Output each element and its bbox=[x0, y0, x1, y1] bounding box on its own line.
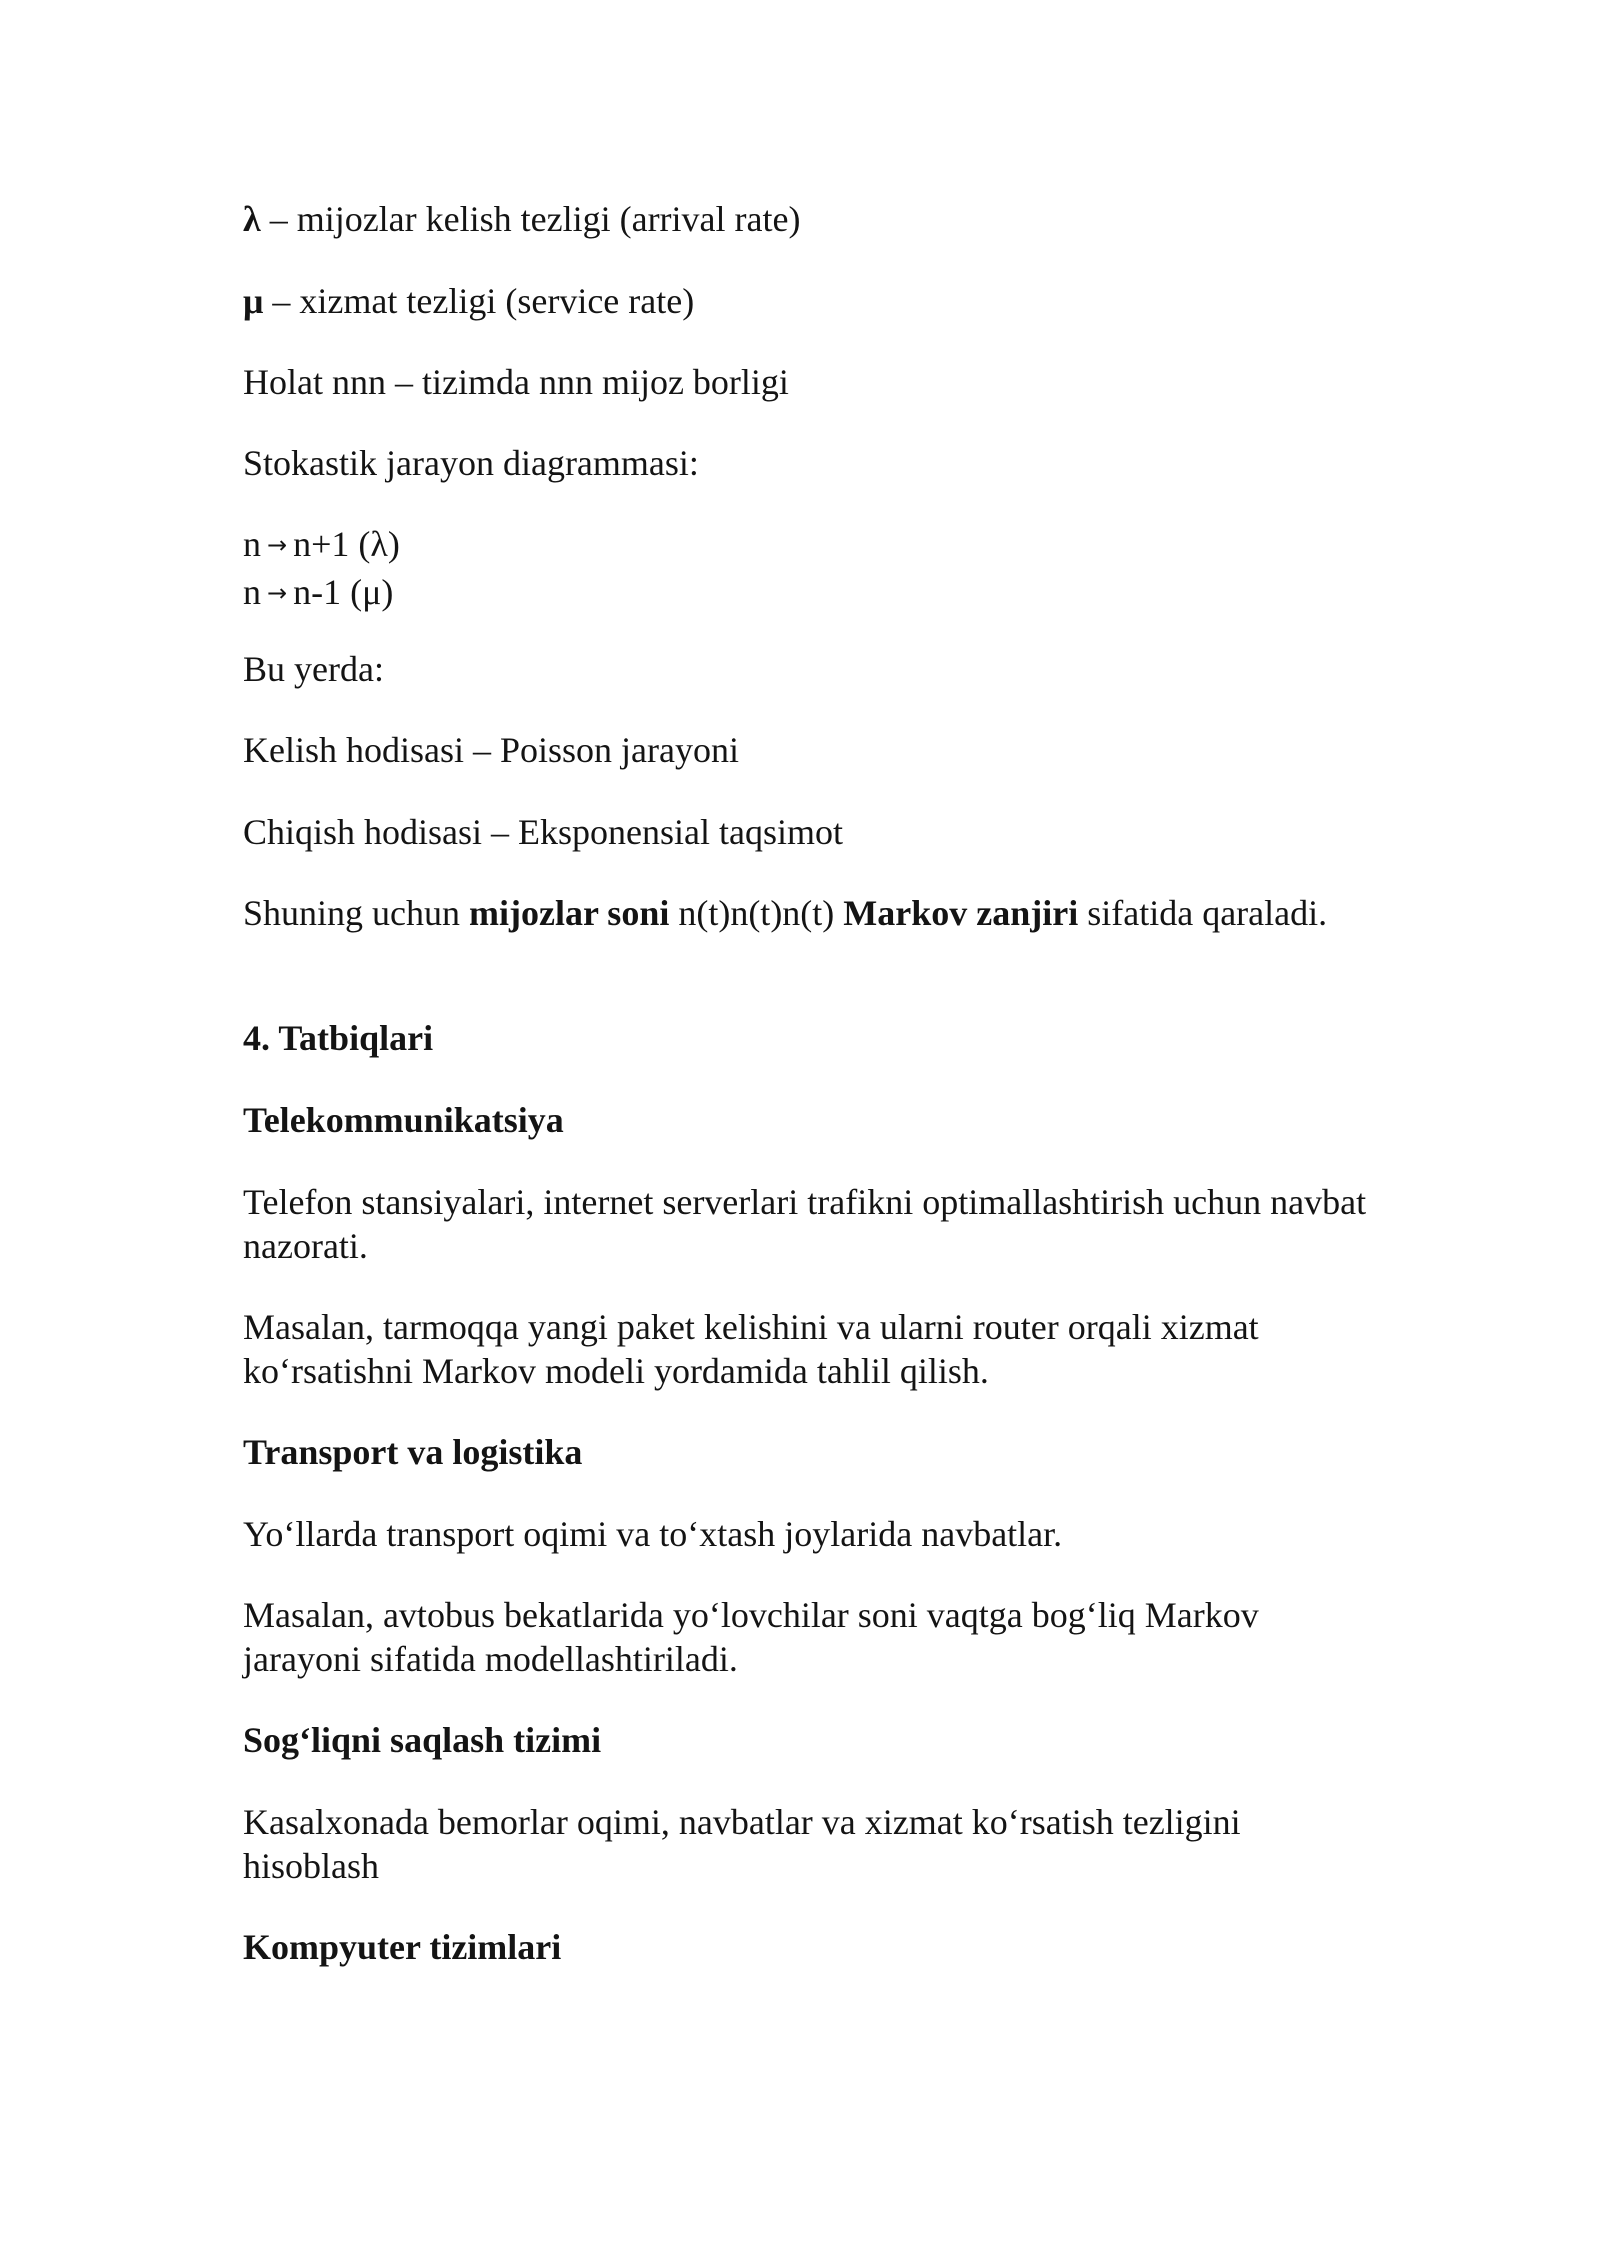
diagram-transitions bbox=[243, 522, 1373, 618]
section-heading: 4. Tatbiqlari bbox=[243, 1018, 434, 1058]
transport-paragraph-1: Yo‘llarda transport oqimi va to‘xtash joylarida navbatlar. bbox=[243, 1514, 1063, 1554]
transport-heading: Transport va logistika bbox=[243, 1432, 583, 1472]
telecom-paragraph-1: Telefon stansiyalari, internet serverlari trafikni optimallashtirish uchun navbat nazorati. bbox=[243, 1182, 1367, 1266]
conclusion-bold: mijozlar soni bbox=[469, 893, 670, 933]
state-definition: Holat nnn – tizimda nnn mijoz borligi bbox=[243, 362, 789, 402]
explanation-intro: Bu yerda: bbox=[243, 649, 384, 689]
conclusion-bold: Markov zanjiri bbox=[843, 893, 1079, 933]
mu-symbol: μ bbox=[243, 281, 264, 321]
right-arrow-icon: → bbox=[267, 579, 288, 607]
state-from: n bbox=[243, 572, 261, 612]
arrival-event: Kelish hodisasi – Poisson jarayoni bbox=[243, 730, 739, 770]
lambda-text: – mijozlar kelish tezligi (arrival rate) bbox=[260, 199, 801, 239]
transition-up bbox=[243, 522, 1373, 570]
telecom-heading: Telekommunikatsiya bbox=[243, 1100, 564, 1140]
mu-text: – xizmat tezligi (service rate) bbox=[263, 281, 695, 321]
conclusion-text: Shuning uchun bbox=[243, 893, 470, 933]
health-heading: Sog‘liqni saqlash tizimi bbox=[243, 1720, 602, 1760]
state-from: n bbox=[243, 524, 261, 564]
health-paragraph-1: Kasalxonada bemorlar oqimi, navbatlar va xizmat ko‘rsatish tezligini hisoblash bbox=[243, 1802, 1241, 1886]
mu-definition bbox=[243, 279, 1373, 323]
diagram-title: Stokastik jarayon diagrammasi: bbox=[243, 443, 699, 483]
right-arrow-icon: → bbox=[267, 531, 288, 559]
transition-down bbox=[243, 570, 1373, 618]
computer-heading: Kompyuter tizimlari bbox=[243, 1927, 562, 1967]
lambda-symbol: λ bbox=[243, 199, 261, 239]
markov-conclusion bbox=[243, 891, 1373, 935]
departure-event: Chiqish hodisasi – Eksponensial taqsimot bbox=[243, 812, 843, 852]
conclusion-text: sifatida qaraladi. bbox=[1078, 893, 1328, 933]
state-to: n+1 (λ) bbox=[293, 524, 400, 564]
lambda-definition bbox=[243, 197, 1373, 241]
conclusion-text: n(t)n(t)n(t) bbox=[669, 893, 844, 933]
state-to: n-1 (μ) bbox=[293, 572, 394, 612]
transport-paragraph-2: Masalan, avtobus bekatlarida yo‘lovchilar soni vaqtga bog‘liq Markov jarayoni sifatida modellashtiriladi. bbox=[243, 1595, 1259, 1679]
telecom-paragraph-2: Masalan, tarmoqqa yangi paket kelishini va ularni router orqali xizmat ko‘rsatishni Markov modeli yordamida tahlil qilish. bbox=[243, 1307, 1259, 1391]
